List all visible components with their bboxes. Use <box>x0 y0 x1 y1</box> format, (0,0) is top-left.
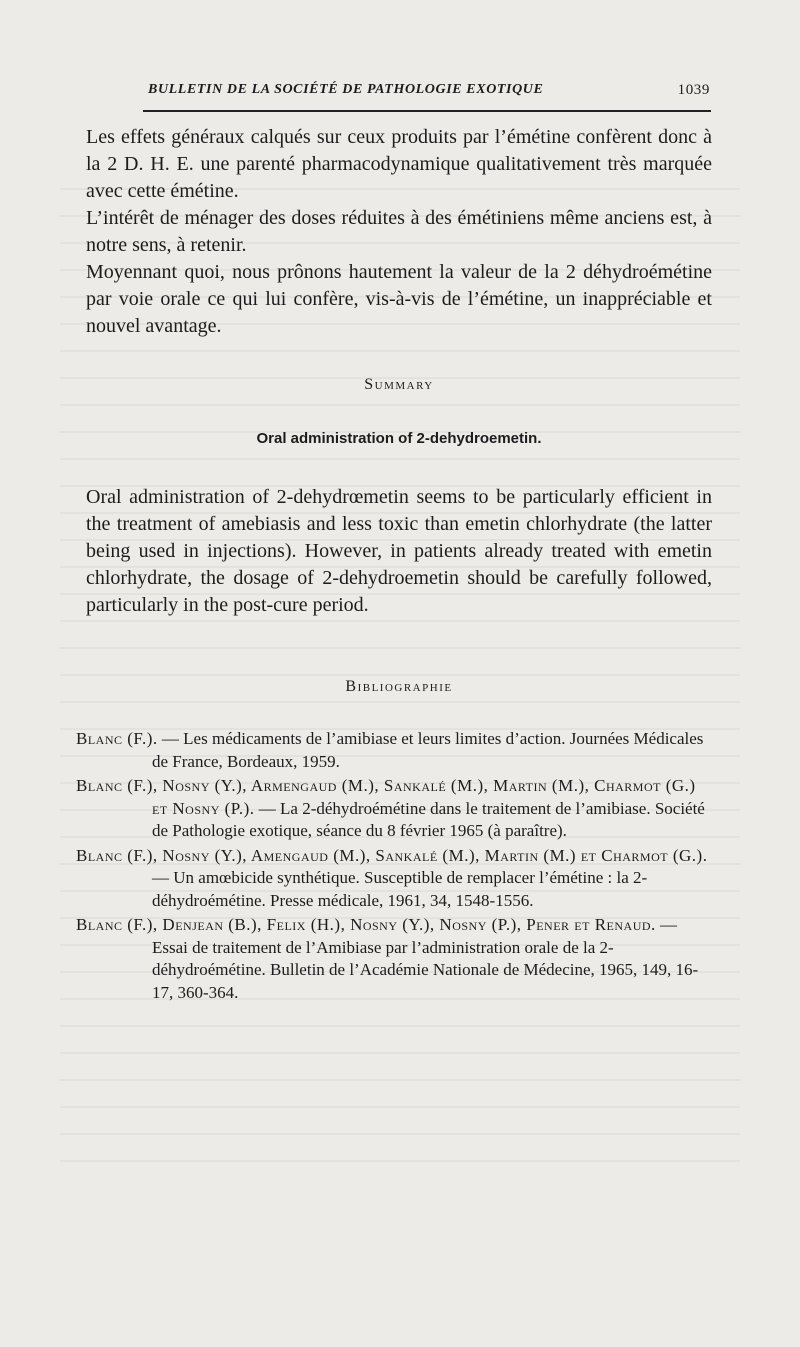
paragraph-3 <box>86 259 712 340</box>
reference-authors: Blanc (F.), Nosny (Y.), Amengaud (M.), Sankalé (M.), Martin (M.) et Charmot (G.). <box>76 845 708 865</box>
reference-item <box>76 775 712 843</box>
reference-list <box>76 728 712 1006</box>
bibliography-heading: Bibliographie <box>345 678 453 695</box>
page-number: 1039 <box>677 82 710 98</box>
paragraph-text: Moyennant quoi, nous prônons hautement la valeur de la 2 déhydroémétine par voie orale ce qui lui confère, vis-à-vis de l’émétine, un inappréciable et nouvel avantage. <box>86 261 712 337</box>
reference-authors: Blanc (F.), Nosny (Y.), Armengaud (M.), Sankalé (M.), Martin (M.), Charmot (G.) et Nosny (P.). <box>76 776 696 818</box>
reference-item <box>76 845 712 913</box>
summary-text <box>86 484 712 619</box>
journal-title: BULLETIN DE LA SOCIÉTÉ DE PATHOLOGIE EXOTIQUE <box>148 82 544 97</box>
reference-authors: Blanc (F.), Denjean (B.), Felix (H.), Nosny (Y.), Nosny (P.), Pener et Renaud. <box>76 915 656 934</box>
reference-item <box>76 728 712 773</box>
paragraph-text: Les effets généraux calqués sur ceux produits par l’émétine confèrent donc à la 2 D. H. E. une parenté pharmacodynamique qualitativement très marquée avec cette émétine. <box>86 126 712 202</box>
summary-heading: Summary <box>364 376 434 393</box>
paragraph-2 <box>86 205 712 259</box>
summary-paragraph: Oral administration of 2-dehydrœmetin seems to be particularly efficient in the treatment of amebiasis and less toxic than emetin chlorhydrate (the latter being used in injections). However, in patients already treated with emetin chlorhydrate, the dosage of 2-dehydroemetin should be carefully followed, particularly in the post-cure period. <box>86 486 712 616</box>
reference-text: — Un amœbicide synthétique. Susceptible de remplacer l’émétine : la 2-déhydroémétine. Presse médicale, 1961, 34, 1548-1556. <box>152 868 648 910</box>
summary-subtitle: Oral administration of 2-dehydroemetin. <box>256 430 542 447</box>
reference-text: — La 2-déhydroémétine dans le traitement de l’amibiase. Société de Pathologie exotique, séance du 8 février 1965 (à paraître). <box>152 798 705 840</box>
reference-authors: Blanc (F.). <box>76 729 158 748</box>
paragraph-text: L’intérêt de ménager des doses réduites à des émétiniens même anciens est, à notre sens, à retenir. <box>86 207 712 256</box>
reference-text: — Les médicaments de l’amibiase et leurs limites d’action. Journées Médicales de France, Bordeaux, 1959. <box>152 729 704 771</box>
running-head <box>148 82 710 98</box>
reference-item <box>76 914 712 1004</box>
paragraph-1 <box>86 124 712 205</box>
header-rule <box>143 110 711 112</box>
reference-text: — Essai de traitement de l’Amibiase par l’administration orale de la 2-déhydroémétine. Bulletin de l’Académie Nationale de Médecine, 1965, 149, 16-17, 360-364. <box>152 915 699 1002</box>
